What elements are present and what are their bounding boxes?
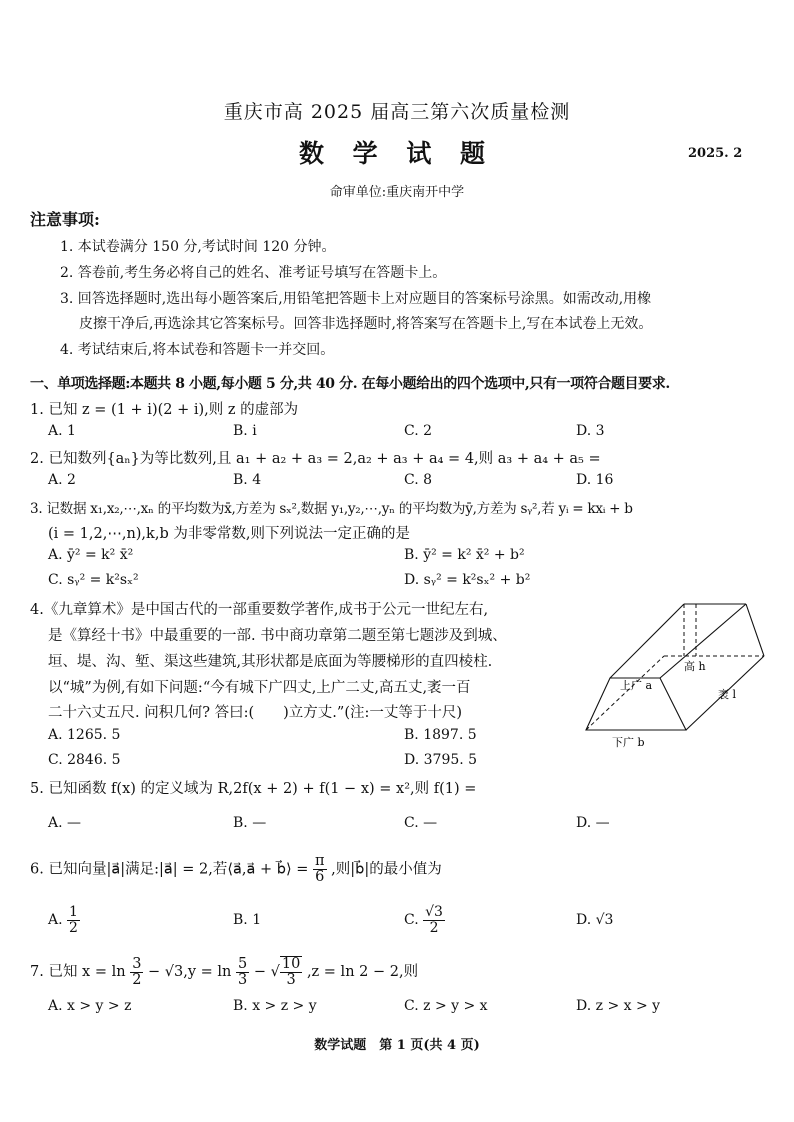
q1-option-a: A. 1	[48, 423, 76, 439]
q4-option-a: A. 1265. 5	[48, 727, 121, 743]
q1-option-c: C. 2	[404, 423, 433, 439]
q7-y-num: 5	[238, 955, 248, 972]
q7-part-c: −	[253, 964, 267, 981]
figure-label-height: 高 h	[684, 660, 706, 673]
q6-stem-part-b: ,则|b⃗|的最小值为	[331, 861, 442, 878]
q7-option-d: D. z > x > y	[576, 998, 661, 1014]
q7-part-b: − √3,y = ln	[148, 964, 232, 981]
question-4-line-5: 二十六丈五尺. 问积几何? 答曰:( )立方丈.”(注:一丈等于十尺)	[48, 705, 463, 721]
q6-a-num: 1	[69, 904, 78, 920]
q7-y-den: 3	[238, 971, 248, 988]
q2-option-a: A. 2	[48, 472, 76, 488]
q6-angle-fraction	[313, 854, 327, 885]
question-3-line-2: (i = 1,2,⋯,n),k,b 为非零常数,则下列说法一定正确的是	[48, 526, 410, 542]
notes-heading: 注意事项:	[30, 210, 100, 229]
question-4-line-2: 是《算经十书》中最重要的一部. 书中商功章第二题至第七题涉及到城、	[48, 628, 507, 644]
q4-option-b: B. 1897. 5	[404, 727, 477, 743]
q6-option-a: A. $\frac{1}{2}$	[48, 904, 78, 936]
figure-label-bottom: 下广 b	[612, 736, 645, 749]
q7-part-d: ,z = ln 2 − 2,则	[306, 964, 419, 981]
q7-option-b: B. x > z > y	[233, 998, 317, 1014]
q6-frac-den: 6	[315, 869, 325, 886]
q3-option-a: A. ȳ² = k² x̄²	[48, 547, 134, 563]
q7-part-a: 7. 已知 x = ln	[30, 964, 126, 981]
q1-option-d: D. 3	[576, 423, 605, 439]
exam-date: 2025. 2	[688, 146, 743, 161]
prism-figure	[578, 596, 774, 756]
note-3-cont: 皮擦干净后,再选涂其它答案标号。回答非选择题时,将答案写在答题卡上,写在本试卷上无效。	[79, 316, 653, 332]
q4-option-c: C. 2846. 5	[48, 752, 121, 768]
question-4-line-1: 4.《九章算术》是中国古代的一部重要数学著作,成书于公元一世纪左右,	[30, 602, 489, 618]
figure-label-length: 袤 l	[718, 688, 737, 701]
q7-option-a: A. x > y > z	[48, 998, 132, 1014]
q5-option-b: B. —	[233, 815, 267, 831]
question-1-stem: 1. 已知 z = (1 + i)(2 + i),则 z 的虚部为	[30, 402, 299, 418]
question-4-line-3: 垣、堤、沟、堑、渠这些建筑,其形状都是底面为等腰梯形的直四棱柱.	[48, 654, 493, 670]
q6-option-b: B. 1	[233, 912, 262, 928]
q6-c-den: 2	[429, 919, 439, 936]
q3-option-b: B. ȳ² = k² x̄² + b²	[404, 547, 525, 563]
question-6-stem	[30, 854, 442, 885]
q7-option-c: C. z > y > x	[404, 998, 488, 1014]
q5-option-d: D. —	[576, 815, 610, 831]
q7-x-den: 2	[132, 971, 142, 988]
question-2-stem: 2. 已知数列{aₙ}为等比数列,且 a₁ + a₂ + a₃ = 2,a₂ + a₃ + a₄ = 4,则 a₃ + a₄ + a₅ =	[30, 451, 601, 467]
q7-root-num: 10	[281, 956, 301, 972]
q7-sqrt-sign: √	[270, 964, 280, 981]
q1-option-b: B. i	[233, 423, 257, 439]
question-3-line-1: 3. 记数据 x₁,x₂,⋯,xₙ 的平均数为x̄,方差为 sₓ²,数据 y₁,y₂,⋯,yₙ 的平均数为ȳ,方差为 sᵧ²,若 yᵢ = kxᵢ + b	[30, 501, 633, 517]
subject-title: 数 学 试 题	[298, 139, 496, 168]
note-1: 1. 本试卷满分 150 分,考试时间 120 分钟。	[60, 239, 336, 255]
q4-option-d: D. 3795. 5	[404, 752, 478, 768]
note-4: 4. 考试结束后,将本试卷和答题卡一并交回。	[60, 342, 335, 358]
question-7-stem	[30, 956, 418, 988]
q5-option-a: A. —	[48, 815, 82, 831]
q2-option-c: C. 8	[404, 472, 433, 488]
question-4-line-4: 以“城”为例,有如下问题:“今有城下广四丈,上广二丈,高五丈,袤一百	[48, 680, 471, 696]
note-3: 3. 回答选择题时,选出每小题答案后,用铅笔把答题卡上对应题目的答案标号涂黑。如需改动,用橡	[60, 291, 652, 307]
organizer: 命审单位:重庆南开中学	[329, 185, 465, 200]
q6-a-den: 2	[69, 919, 78, 936]
exam-title: 重庆市高 2025 届高三第六次质量检测	[223, 101, 571, 123]
q6-stem-part-a: 6. 已知向量|a⃗|满足:|a⃗| = 2,若⟨a⃗,a⃗ + b⃗⟩ =	[30, 861, 309, 878]
section-heading: 一、单项选择题:本题共 8 小题,每小题 5 分,共 40 分. 在每小题给出的四个选项中,只有一项符合题目要求.	[30, 376, 670, 392]
question-5-stem: 5. 已知函数 f(x) 的定义域为 R,2f(x + 2) + f(1 − x) = x²,则 f(1) =	[30, 781, 477, 797]
q7-x-num: 3	[132, 955, 142, 972]
q2-option-b: B. 4	[233, 472, 262, 488]
note-2: 2. 答卷前,考生务必将自己的姓名、准考证号填写在答题卡上。	[60, 265, 447, 281]
q5-option-c: C. —	[404, 815, 438, 831]
q6-c-num: √3	[425, 904, 443, 920]
q6-option-d: D. √3	[576, 912, 614, 928]
figure-label-top: 上广 a	[620, 679, 653, 692]
q6-option-c: C. $\frac{√3}{2}$	[404, 904, 443, 936]
page-footer: 数学试题 第 1 页(共 4 页)	[314, 1038, 480, 1053]
q6-frac-num: π	[314, 853, 325, 869]
q2-option-d: D. 16	[576, 472, 614, 488]
q3-option-d: D. sᵧ² = k²sₓ² + b²	[404, 572, 531, 588]
q3-option-c: C. sᵧ² = k²sₓ²	[48, 572, 139, 588]
q7-root-den: 3	[286, 972, 296, 989]
